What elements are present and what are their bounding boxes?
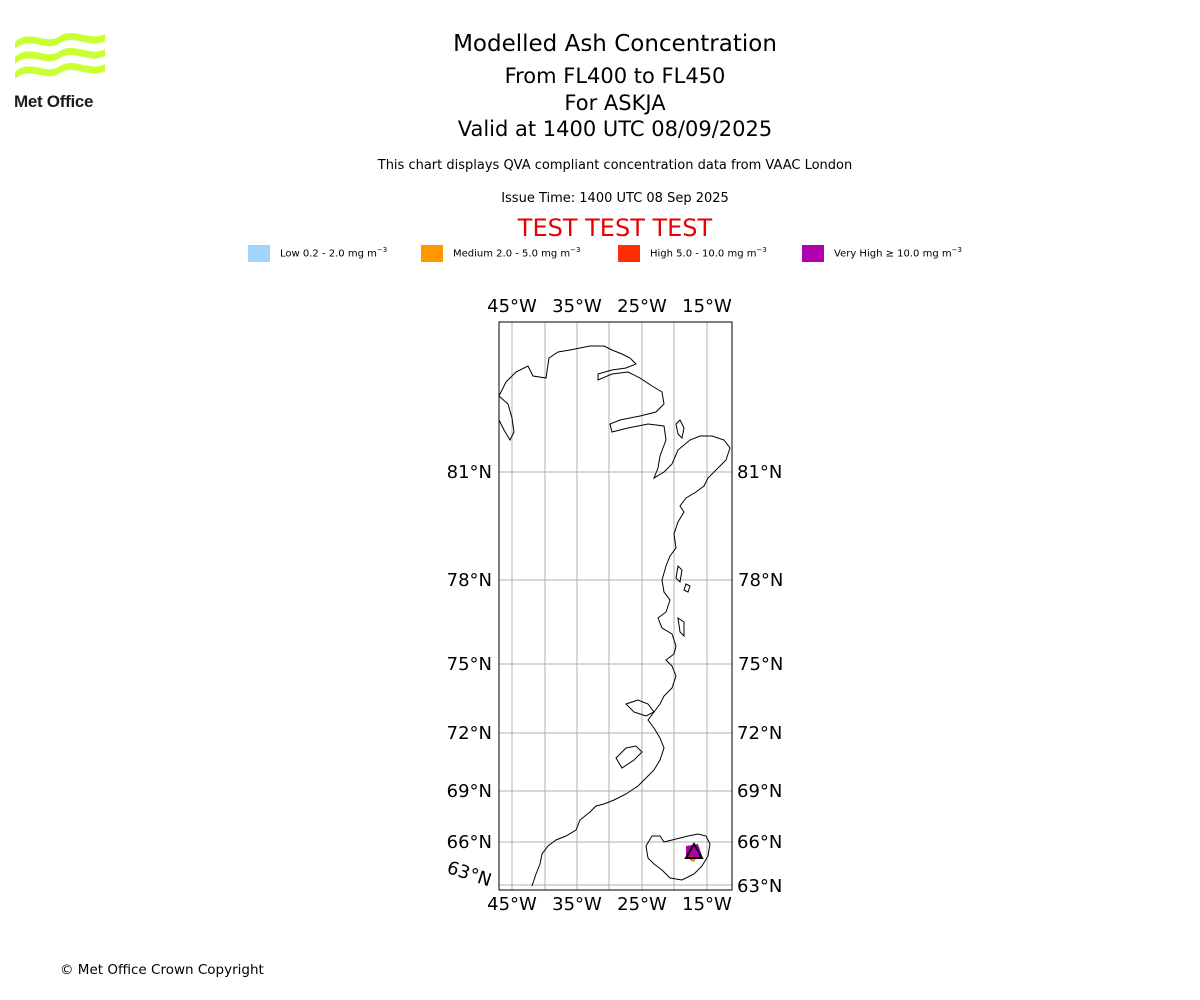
fjord-scoresby [626,700,654,716]
lat-label-right-78n: 78°N [738,570,784,591]
lon-label-bottom-15w: 15°W [682,894,732,915]
lon-label-top-35w: 35°W [552,296,602,317]
issue-time: Issue Time: 1400 UTC 08 Sep 2025 [501,191,729,206]
lat-label-right-69n: 69°N [737,781,783,802]
lat-label-left-81n: 81°N [446,462,492,483]
lon-label-bottom-45w: 45°W [487,894,537,915]
lat-label-left-69n: 69°N [446,781,492,802]
valid-time: Valid at 1400 UTC 08/09/2025 [457,117,773,141]
island-coast-2 [678,618,684,636]
chart-title: Modelled Ash Concentration [453,31,777,57]
island-nordostrundingen [676,420,684,438]
lat-label-right-66n: 66°N [737,832,783,853]
legend-label-high: High 5.0 - 10.0 mg $m^{-3}$ [650,246,767,260]
lat-label-right-81n: 81°N [737,462,783,483]
flight-level-range: From FL400 to FL450 [504,64,726,88]
lat-label-left-66n: 66°N [446,832,492,853]
lon-label-top-25w: 25°W [617,296,667,317]
map-frame [499,322,732,890]
legend-label-very-high: Very High ≥ 10.0 mg $m^{-3}$ [834,246,962,260]
lat-label-right-63n: 63°N [737,876,783,897]
lon-label-bottom-35w: 35°W [552,894,602,915]
test-banner: TEST TEST TEST [517,214,713,242]
greenland-coastline [499,346,730,886]
lon-label-bottom-25w: 25°W [617,894,667,915]
lat-label-left-63n: 63°N [444,857,495,892]
map-gridlines [499,322,732,890]
lon-label-top-15w: 15°W [682,296,732,317]
copyright-notice: © Met Office Crown Copyright [60,962,264,978]
chart-description: This chart displays QVA compliant concentration data from VAAC London [377,158,853,173]
island-coast-3 [684,584,690,592]
volcano-name: For ASKJA [564,91,666,115]
fjord-kangerlussuaq [616,746,642,768]
lat-label-left-72n: 72°N [446,723,492,744]
legend-label-medium: Medium 2.0 - 5.0 mg $m^{-3}$ [453,246,581,260]
logo-text: Met Office [14,92,94,111]
lat-label-right-72n: 72°N [737,723,783,744]
legend-label-low: Low 0.2 - 2.0 mg $m^{-3}$ [280,246,388,260]
lat-label-left-75n: 75°N [446,654,492,675]
lat-label-right-75n: 75°N [738,654,784,675]
lat-label-left-78n: 78°N [446,570,492,591]
lon-label-top-45w: 45°W [487,296,537,317]
